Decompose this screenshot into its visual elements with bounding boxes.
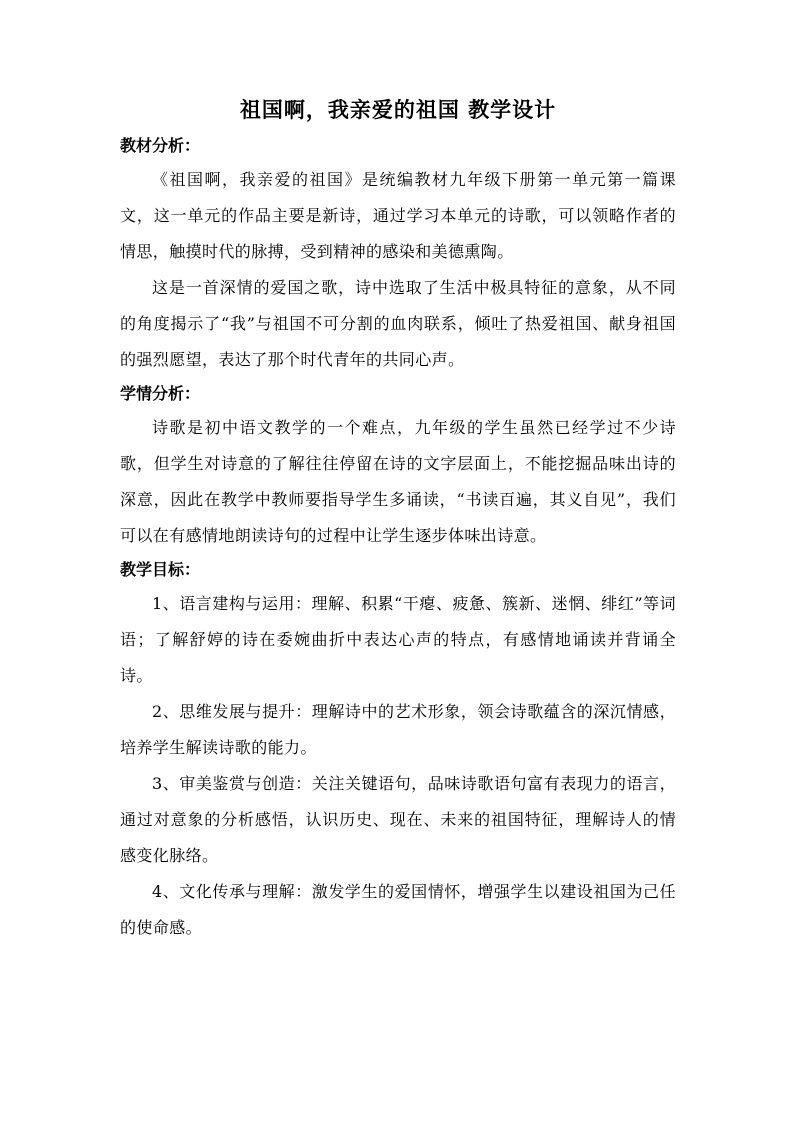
section-material-analysis	[120, 130, 676, 378]
paragraph: 这是一首深情的爱国之歌，诗中选取了生活中极具特征的意象，从不同的角度揭示了“我”与祖国不可分割的血肉联系，倾吐了热爱祖国、献身祖国的强烈愿望，表达了那个时代青年的共同心声。	[120, 278, 676, 369]
document-page	[120, 92, 676, 946]
section-teaching-goals	[120, 554, 676, 946]
section-heading-student-analysis: 学情分析：	[120, 384, 201, 403]
section-heading-teaching-goals: 教学目标：	[120, 560, 201, 579]
document-title: 祖国啊，我亲爱的祖国 教学设计	[239, 97, 557, 122]
goal-item: 2、思维发展与提升：理解诗中的艺术形象，领会诗歌蕴含的深沉情感，培养学生解读诗歌的能力。	[120, 702, 676, 757]
section-student-analysis	[120, 378, 676, 554]
paragraph: 诗歌是初中语文教学的一个难点，九年级的学生虽然已经学过不少诗歌，但学生对诗意的了解往往停留在诗的文字层面上，不能挖掘品味出诗的深意，因此在教学中教师要指导学生多诵读，“书读百遍，其义自见”，我们可以在有感情地朗读诗句的过程中让学生逐步体味出诗意。	[120, 418, 676, 545]
goal-item: 3、审美鉴赏与创造：关注关键语句，品味诗歌语句富有表现力的语言，通过对意象的分析感悟，认识历史、现在、未来的祖国特征，理解诗人的情感变化脉络。	[120, 774, 676, 865]
paragraph: 《祖国啊，我亲爱的祖国》是统编教材九年级下册第一单元第一篇课文，这一单元的作品主要是新诗，通过学习本单元的诗歌，可以领略作者的情思，触摸时代的脉搏，受到精神的感染和美德熏陶。	[120, 170, 676, 261]
goal-item: 1、语言建构与运用：理解、积累“干瘪、疲惫、簇新、迷惘、绯红”等词语；了解舒婷的诗在委婉曲折中表达心声的特点，有感情地诵读并背诵全诗。	[120, 594, 676, 685]
section-heading-material-analysis: 教材分析：	[120, 136, 201, 155]
goal-item: 4、文化传承与理解：激发学生的爱国情怀，增强学生以建设祖国为己任的使命感。	[120, 882, 676, 937]
